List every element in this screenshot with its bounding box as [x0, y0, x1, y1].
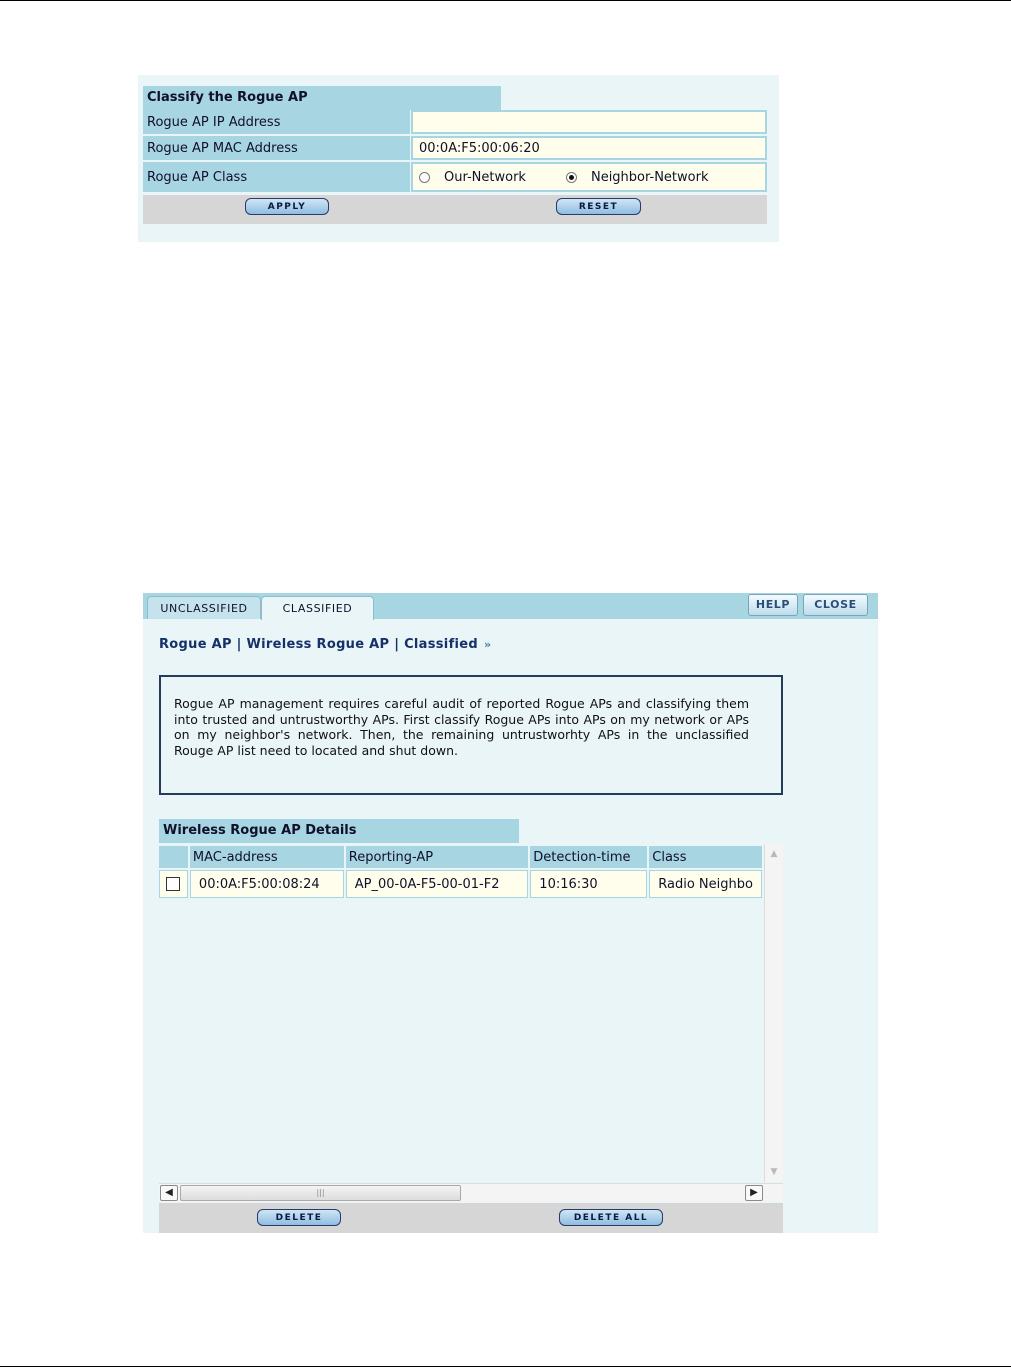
breadcrumb: [159, 637, 491, 652]
description-box: Rogue AP management requires careful audit of reported Rogue APs and classifying them into trusted and untrustworthy APs. First classify Rogue APs into APs on my network or APs on my neighbor's network. Then, the remaining untrustworhty APs in the unclassified Rouge AP list need to located and shut down.: [159, 675, 783, 795]
apply-button[interactable]: APPLY: [245, 198, 329, 215]
rogue-ap-table: [159, 844, 764, 900]
rogue-table-viewport: [159, 844, 764, 1182]
table-header-row: [159, 846, 762, 868]
classify-panel-title: Classify the Rogue AP: [143, 86, 501, 110]
ap-class-row: [143, 162, 767, 194]
classify-button-bar: [143, 195, 767, 224]
class-cell: Radio Neighbo: [649, 870, 762, 898]
neighbor-network-label: Neighbor-Network: [590, 169, 709, 185]
our-network-label: Our-Network: [444, 169, 526, 185]
table-row: [159, 870, 762, 898]
mac-cell: 00:0A:F5:00:08:24: [190, 870, 344, 898]
details-title: Wireless Rogue AP Details: [159, 819, 519, 843]
scroll-up-icon[interactable]: ▲: [770, 849, 778, 859]
reset-button[interactable]: RESET: [556, 198, 641, 215]
tab-unclassified[interactable]: UNCLASSIFIED: [147, 596, 261, 619]
classify-rogue-ap-panel: [138, 75, 779, 242]
tab-classified[interactable]: CLASSIFIED: [261, 596, 374, 620]
tab-bar: [143, 593, 878, 619]
reporting-ap-cell: AP_00-0A-F5-00-01-F2: [346, 870, 529, 898]
horizontal-scroll-thumb[interactable]: |||: [180, 1185, 461, 1201]
column-header-mac[interactable]: MAC-address: [190, 846, 344, 868]
column-header-detection-time[interactable]: Detection-time: [530, 846, 647, 868]
mac-address-label: Rogue AP MAC Address: [143, 136, 410, 160]
vertical-scrollbar[interactable]: [764, 844, 783, 1182]
ap-class-label: Rogue AP Class: [143, 162, 410, 192]
scroll-left-icon[interactable]: ◀: [160, 1185, 178, 1201]
close-button[interactable]: CLOSE: [803, 594, 868, 616]
row-select-cell: [159, 870, 188, 898]
mac-address-field[interactable]: 00:0A:F5:00:06:20: [411, 136, 767, 160]
mac-address-row: [143, 136, 767, 162]
ip-address-label: Rogue AP IP Address: [143, 110, 410, 134]
bottom-rule: [0, 1366, 1011, 1367]
breadcrumb-text: Rogue AP | Wireless Rogue AP | Classified: [159, 637, 478, 652]
classify-form: [143, 110, 767, 194]
help-button[interactable]: HELP: [748, 594, 798, 616]
neighbor-network-radio[interactable]: [566, 172, 577, 183]
column-header-class[interactable]: Class: [649, 846, 762, 868]
rogue-ap-window: [143, 593, 878, 1233]
our-network-radio[interactable]: [419, 172, 430, 183]
delete-button[interactable]: DELETE: [257, 1209, 341, 1226]
scroll-right-icon[interactable]: ▶: [745, 1185, 763, 1201]
detection-time-cell: 10:16:30: [530, 870, 647, 898]
scroll-down-icon[interactable]: ▼: [770, 1167, 778, 1177]
delete-all-button[interactable]: DELETE ALL: [559, 1209, 663, 1226]
top-rule: [0, 0, 1011, 1]
row-checkbox[interactable]: [166, 877, 180, 891]
select-column-header: [159, 846, 188, 868]
double-chevron-right-icon: »: [484, 638, 492, 651]
table-button-bar: [159, 1203, 783, 1233]
ip-address-row: [143, 110, 767, 136]
ip-address-field[interactable]: [411, 110, 767, 134]
horizontal-scrollbar[interactable]: [159, 1183, 783, 1202]
ap-class-options: [411, 162, 767, 192]
column-header-reporting-ap[interactable]: Reporting-AP: [346, 846, 529, 868]
